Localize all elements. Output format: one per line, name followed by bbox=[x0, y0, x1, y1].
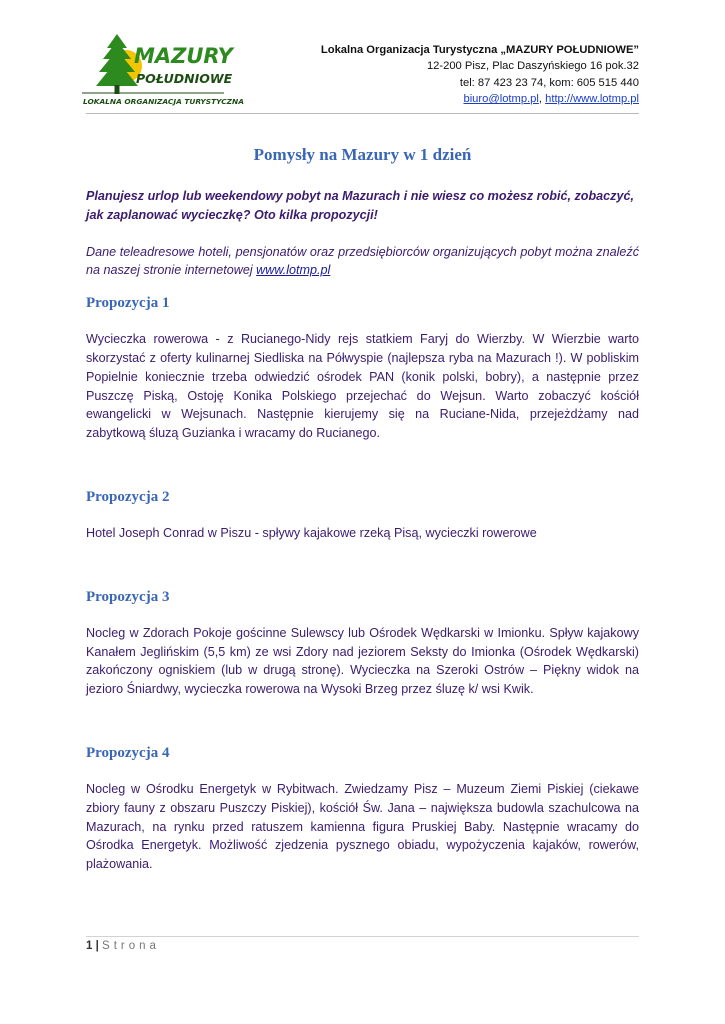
footer-divider bbox=[86, 936, 639, 937]
page-title: Pomysły na Mazury w 1 dzień bbox=[253, 145, 472, 164]
section-heading-1: Propozycja 1 bbox=[86, 295, 170, 312]
phone: tel: 87 423 23 74, kom: 605 515 440 bbox=[459, 76, 639, 89]
link-separator: , bbox=[538, 93, 542, 106]
page-number: 1 bbox=[86, 940, 93, 952]
section-heading-2: Propozycja 2 bbox=[86, 488, 170, 505]
intro-text: Planujesz urlop lub weekendowy pobyt na Mazurach i nie wiesz co możesz robić, zobaczyć, jak zaplanować wycieczkę? Oto kilka propozycji! bbox=[86, 189, 634, 222]
email-link[interactable]: biuro@lotmp.pl bbox=[463, 93, 539, 106]
address: 12-200 Pisz, Plac Daszyńskiego 16 pok.32 bbox=[426, 60, 639, 73]
header-contact bbox=[321, 42, 639, 108]
document-body bbox=[86, 187, 639, 874]
footer-separator: | bbox=[95, 940, 99, 952]
logo-word-poludniowe: POŁUDNIOWE bbox=[136, 71, 233, 86]
section-body-1: Wycieczka rowerowa - z Rucianego-Nidy rejs statkiem Faryj do Wierzby. W Wierzbie warto skorzystać z oferty kulinarnej Siedliska na Półwyspie (najlepsza ryba na Mazurach !). W pobliskim Popielnie koniecznie trzeba odwiedzić ośrodek PAN (konik polski, bobry), a następnie przez Puszczę Piską, Ostoję Konika Polskiego przejechać do Wejsun. Warto zobaczyć kościół ewangelicki w Wejsunach. Następnie kierujemy się na Ruciane-Nida, przejeżdżamy nad zabytkową śluzą Guzianka i wracamy do Rucianego. bbox=[86, 332, 639, 441]
mazury-logo bbox=[80, 32, 244, 108]
section-heading-3: Propozycja 3 bbox=[86, 588, 170, 605]
section-heading-4: Propozycja 4 bbox=[86, 744, 170, 761]
contact-info-text: Dane teleadresowe hoteli, pensjonatów oraz przedsiębiorców organizujących pobyt można znaleźć na naszej stronie internetowej bbox=[86, 244, 639, 278]
page-footer bbox=[86, 940, 160, 952]
website-link[interactable]: http://www.lotmp.pl bbox=[545, 93, 639, 106]
logo-word-mazury: MAZURY bbox=[134, 44, 233, 68]
section-body-3: Nocleg w Zdorach Pokoje gościnne Sulewscy lub Ośrodek Wędkarski w Imionku. Spływ kajakowy Kanałem Jeglińskim (5,5 km) ze wsi Zdory nad jeziorem Seksty do Imionka (Ośrodek Wędkarski) zakończony ogniskiem (lub w drugą stronę). Wycieczka na Szeroki Ostrów – Piękny widok na jezioro Śniardwy, wycieczka rowerowa na Wysoki Brzeg przez śluzę k/ wsi Kwik. bbox=[86, 625, 639, 697]
contact-links bbox=[321, 91, 639, 107]
section-body-2: Hotel Joseph Conrad w Piszu - spływy kajakowe rzeką Pisą, wycieczki rowerowe bbox=[86, 525, 537, 540]
contact-info-paragraph bbox=[86, 243, 639, 281]
logo-tagline: LOKALNA ORGANIZACJA TURYSTYCZNA bbox=[83, 97, 244, 106]
org-name: Lokalna Organizacja Turystyczna „MAZURY POŁUDNIOWE” bbox=[320, 44, 639, 56]
header-divider bbox=[86, 113, 639, 114]
section-body-4: Nocleg w Ośrodku Energetyk w Rybitwach. Zwiedzamy Pisz – Muzeum Ziemi Piskiej (ciekawe zbiory fauny z obszaru Puszczy Piskiej), kościół Św. Jana – największa budowla szachulcowa na Mazurach, na rynku przed ratuszem kamienna figura Pruskiej Baby. Następnie wracamy do Ośrodka Energetyk. Możliwość zjedzenia pysznego obiadu, wypożyczenia kajaków, rowerów, plażowania. bbox=[86, 781, 639, 872]
footer-page-word: Strona bbox=[102, 940, 160, 952]
website-inline-link[interactable]: www.lotmp.pl bbox=[256, 263, 331, 278]
